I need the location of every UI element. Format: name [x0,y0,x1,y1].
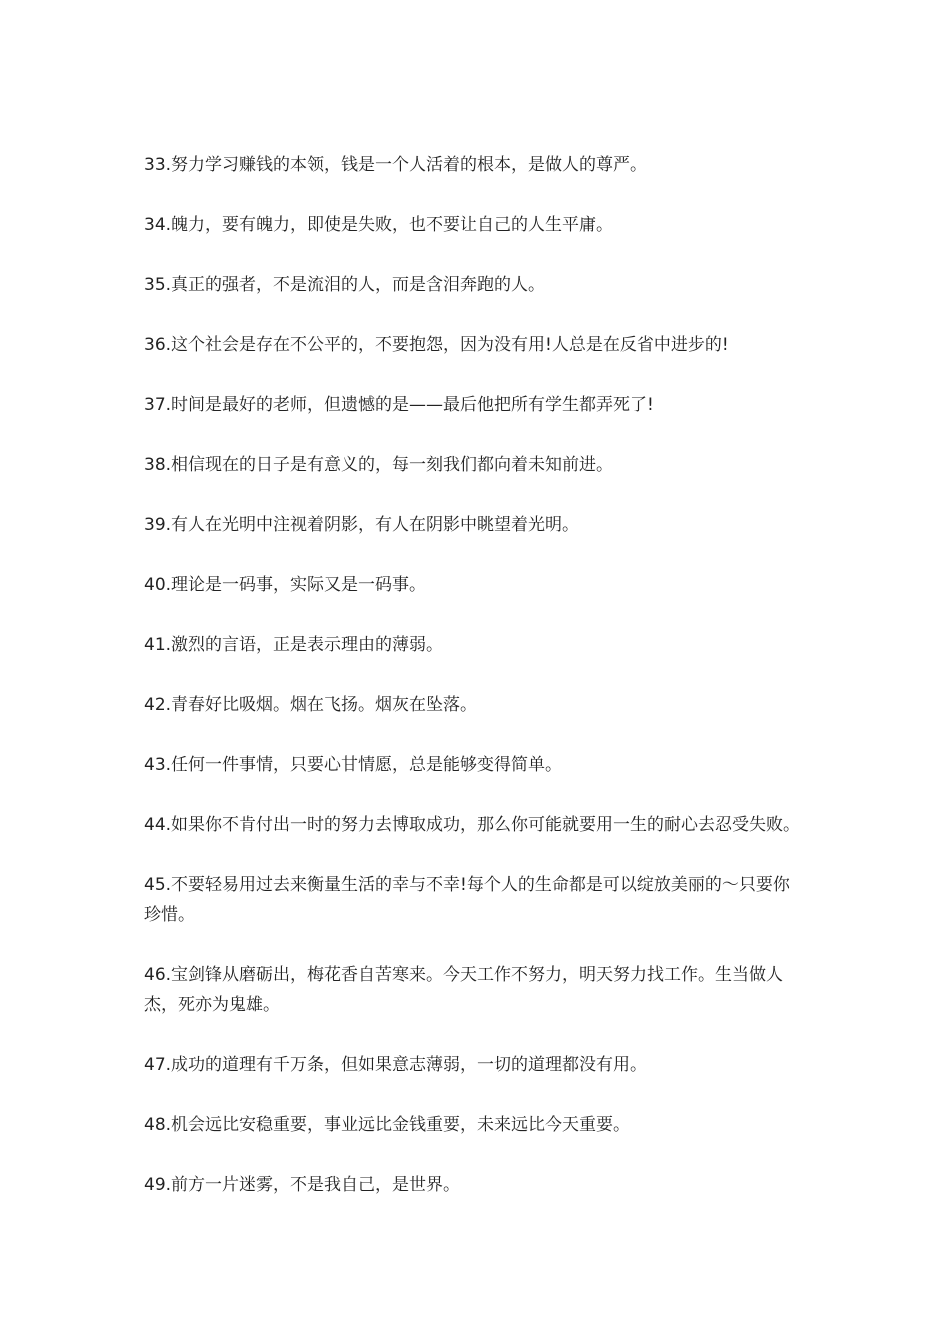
quote-43: 43.任何一件事情，只要心甘情愿，总是能够变得简单。 [144,755,563,775]
quote-48: 48.机会远比安稳重要，事业远比金钱重要，未来远比今天重要。 [144,1115,631,1135]
quote-41: 41.激烈的言语，正是表示理由的薄弱。 [144,635,444,655]
quote-49: 49.前方一片迷雾，不是我自己，是世界。 [144,1175,461,1195]
quote-42: 42.青春好比吸烟。烟在飞扬。烟灰在坠落。 [144,695,478,715]
quote-47: 47.成功的道理有千万条，但如果意志薄弱，一切的道理都没有用。 [144,1055,648,1075]
quote-38: 38.相信现在的日子是有意义的，每一刻我们都向着未知前进。 [144,455,614,475]
quote-33: 33.努力学习赚钱的本领，钱是一个人活着的根本，是做人的尊严。 [144,155,648,175]
quote-46: 46.宝剑锋从磨砺出，梅花香自苦寒来。今天工作不努力，明天努力找工作。生当做人杰，死亦为鬼雄。 [144,965,784,1015]
quote-44: 44.如果你不肯付出一时的努力去博取成功，那么你可能就要用一生的耐心去忍受失败。 [144,815,801,835]
quote-39: 39.有人在光明中注视着阴影，有人在阴影中眺望着光明。 [144,515,580,535]
quote-36: 36.这个社会是存在不公平的，不要抱怨，因为没有用!人总是在反省中进步的! [144,335,729,355]
quote-40: 40.理论是一码事，实际又是一码事。 [144,575,427,595]
quote-35: 35.真正的强者，不是流泪的人，而是含泪奔跑的人。 [144,275,546,295]
quote-37: 37.时间是最好的老师，但遗憾的是——最后他把所有学生都弄死了! [144,395,654,415]
quote-45: 45.不要轻易用过去来衡量生活的幸与不幸!每个人的生命都是可以绽放美丽的～只要你珍惜。 [144,875,790,925]
quote-34: 34.魄力，要有魄力，即使是失败，也不要让自己的人生平庸。 [144,215,614,235]
quote-list [144,150,806,1230]
